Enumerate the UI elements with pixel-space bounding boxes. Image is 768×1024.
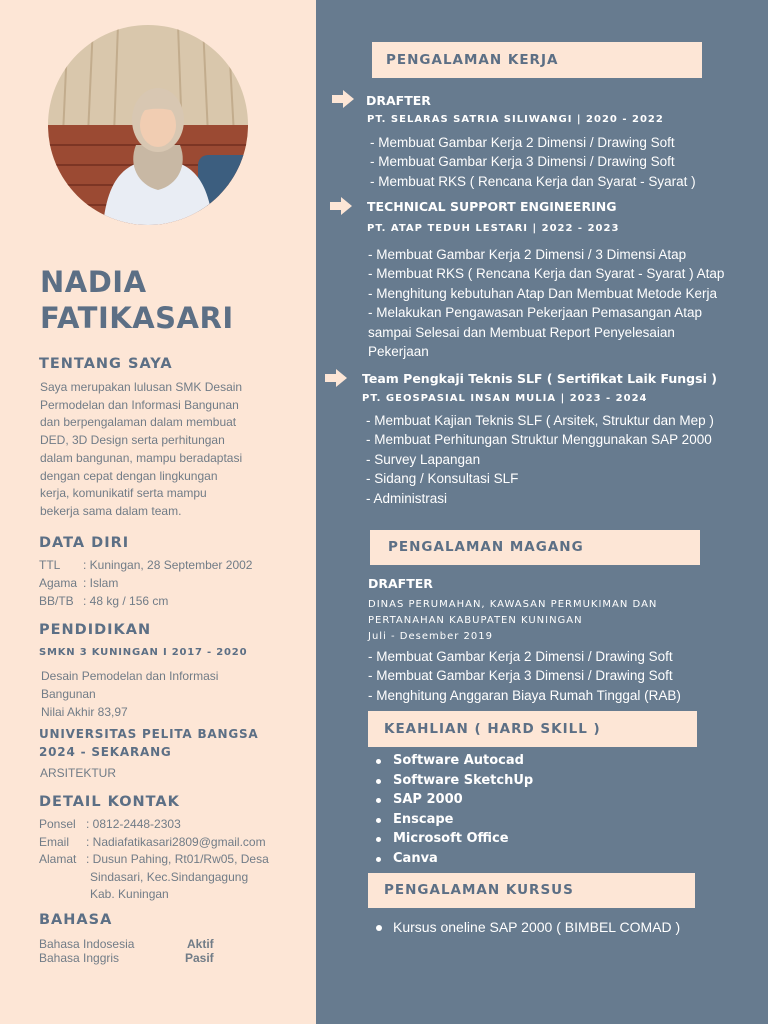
contact-email: Email : Nadiafatikasari2809@gmail.com [39, 835, 266, 849]
skill-item: SAP 2000 [376, 790, 533, 810]
school-2-line1: UNIVERSITAS PELITA BANGSA [39, 727, 259, 741]
courses-heading: PENGALAMAN KURSUS [384, 882, 574, 898]
work-heading-banner [372, 42, 702, 78]
contact-address: Alamat : Dusun Pahing, Rt01/Rw05, Desa [39, 852, 269, 866]
skill-item: Software SketchUp [376, 771, 533, 791]
language-name: Bahasa Indosesia [39, 937, 135, 951]
skill-item: Microsoft Office [376, 829, 533, 849]
job-bullets: - Membuat Gambar Kerja 2 Dimensi / 3 Dimensi Atap - Membuat RKS ( Rencana Kerja dan Syarat - Syarat ) Atap - Menghitung kebutuhan Atap Dan Membuat Metode Kerja - Melakukan Pengawasan Pekerjaan Pemasangan Atap sampai Selesai dan Membuat Report Penyelesaian Pekerjaan [368, 247, 725, 360]
personal-row: BB/TB : 48 kg / 156 cm [39, 594, 169, 608]
job-company: PT. GEOSPASIAL INSAN MULIA | 2023 - 2024 [362, 393, 648, 404]
contact-phone: Ponsel : 0812-2448-2303 [39, 817, 181, 831]
internship-org-line1: DINAS PERUMAHAN, KAWASAN PERMUKIMAN DAN [368, 599, 658, 610]
arrow-right-icon [332, 90, 354, 108]
skill-item: Enscape [376, 810, 533, 830]
skills-heading-banner [368, 711, 697, 747]
internship-period: Juli - Desember 2019 [368, 631, 494, 642]
language-level: Pasif [185, 951, 214, 965]
contact-address-line3: Kab. Kuningan [90, 887, 169, 901]
job-bullets: - Membuat Kajian Teknis SLF ( Arsitek, Struktur dan Mep ) - Membuat Perhitungan Struktur Menggunakan SAP 2000 - Survey Lapangan - Sidang / Konsultasi SLF - Administrasi [366, 413, 714, 506]
arrow-right-icon [330, 197, 352, 215]
job-role: Team Pengkaji Teknis SLF ( Sertifikat Laik Fungsi ) [362, 371, 717, 386]
course-item: Kursus oneline SAP 2000 ( BIMBEL COMAD ) [393, 919, 681, 935]
school-2-line2: 2024 - SEKARANG [39, 745, 172, 759]
internship-role: DRAFTER [368, 576, 433, 591]
skills-heading: KEAHLIAN ( HARD SKILL ) [384, 721, 601, 737]
course-bullet [376, 925, 382, 931]
profile-photo [48, 25, 248, 225]
internship-org-line2: PERTANAHAN KABUPATEN KUNINGAN [368, 615, 583, 626]
job-company: PT. ATAP TEDUH LESTARI | 2022 - 2023 [367, 223, 620, 234]
job-role: DRAFTER [366, 93, 431, 108]
score-1: Nilai Akhir 83,97 [41, 705, 128, 719]
skills-list [376, 751, 533, 868]
language-level: Aktif [187, 937, 214, 951]
first-name: NADIA [40, 265, 147, 299]
last-name: FATIKASARI [40, 301, 234, 335]
internship-bullets: - Membuat Gambar Kerja 2 Dimensi / Drawing Soft - Membuat Gambar Kerja 3 Dimensi / Drawing Soft - Menghitung Anggaran Biaya Rumah Tinggal (RAB) [368, 649, 681, 703]
courses-heading-banner [368, 873, 695, 908]
skill-item: Canva [376, 849, 533, 869]
contact-heading: DETAIL KONTAK [39, 794, 180, 810]
internship-heading: PENGALAMAN MAGANG [388, 539, 584, 555]
education-heading: PENDIDIKAN [39, 622, 152, 638]
personal-heading: DATA DIRI [39, 535, 130, 551]
major-1-line2: Bangunan [41, 687, 96, 701]
work-heading: PENGALAMAN KERJA [386, 52, 559, 68]
personal-row: TTL : Kuningan, 28 September 2002 [39, 558, 253, 572]
contact-address-line2: Sindasari, Kec.Sindangagung [90, 870, 249, 884]
internship-heading-banner [370, 530, 700, 565]
about-text: Saya merupakan lulusan SMK Desain Permodelan dan Informasi Bangunan dan berpengalaman dalam membuat DED, 3D Design serta perhitungan dalam bangunan, mampu beradaptasi dengan cepat dengan lingkungan kerja, komunikatif serta mampu bekerja sama dalam team. [40, 380, 243, 518]
personal-row: Agama : Islam [39, 576, 119, 590]
job-company: PT. SELARAS SATRIA SILIWANGI | 2020 - 2022 [367, 114, 664, 125]
about-heading: TENTANG SAYA [39, 356, 173, 372]
languages-heading: BAHASA [39, 912, 113, 928]
job-role: TECHNICAL SUPPORT ENGINEERING [367, 199, 617, 214]
major-2: ARSITEKTUR [40, 766, 117, 780]
job-bullets: - Membuat Gambar Kerja 2 Dimensi / Drawing Soft - Membuat Gambar Kerja 3 Dimensi / Drawing Soft - Membuat RKS ( Rencana Kerja dan Syarat - Syarat ) [370, 135, 696, 189]
language-name: Bahasa Inggris [39, 951, 120, 965]
skill-item: Software Autocad [376, 751, 533, 771]
arrow-right-icon [325, 369, 347, 387]
school-1: SMKN 3 KUNINGAN I 2017 - 2020 [39, 647, 248, 658]
major-1-line1: Desain Pemodelan dan Informasi [41, 669, 219, 683]
